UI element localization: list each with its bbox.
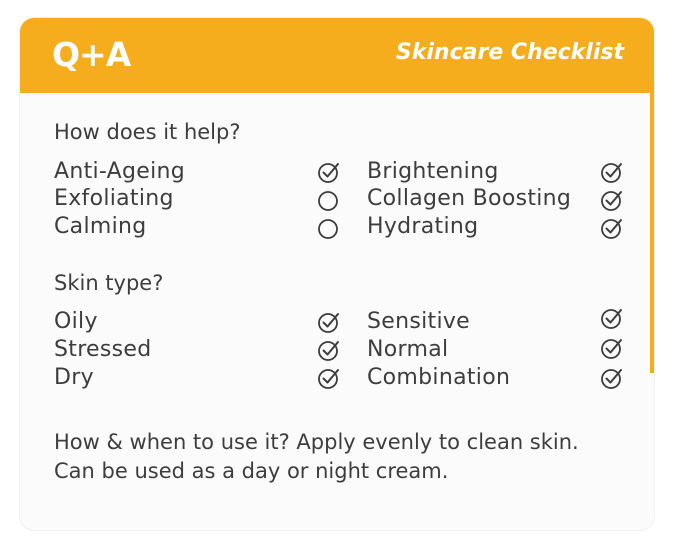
- help-question: How does it help?: [54, 120, 241, 144]
- help-item-label: Brightening: [367, 159, 499, 184]
- check-icon: [317, 310, 341, 334]
- check-icon: [317, 338, 341, 362]
- help-item-label: Anti-Ageing: [54, 159, 186, 184]
- checklist-card: [20, 18, 654, 530]
- help-item-label: Calming: [54, 214, 147, 239]
- empty-circle-icon: [317, 188, 341, 212]
- brand-logo: Q+A: [52, 35, 131, 74]
- skin-item-label: Combination: [367, 365, 511, 390]
- card-title: Skincare Checklist: [395, 40, 624, 65]
- skin-item-label: Stressed: [54, 337, 152, 362]
- empty-circle-icon: [317, 216, 341, 240]
- check-icon: [600, 160, 624, 184]
- help-item-label: Collagen Boosting: [367, 186, 572, 211]
- skin-item-label: Sensitive: [367, 309, 471, 334]
- help-item-label: Hydrating: [367, 214, 479, 239]
- check-icon: [600, 336, 624, 360]
- card-header: [20, 18, 654, 93]
- skin-item-label: Oily: [54, 309, 98, 334]
- skin-item-label: Dry: [54, 365, 94, 390]
- help-item-label: Exfoliating: [54, 186, 174, 211]
- check-icon: [317, 160, 341, 184]
- accent-edge: [650, 93, 654, 373]
- check-icon: [317, 366, 341, 390]
- check-icon: [600, 216, 624, 240]
- skin-item-label: Normal: [367, 337, 449, 362]
- skin-question: Skin type?: [54, 271, 164, 295]
- check-icon: [600, 306, 624, 330]
- check-icon: [600, 366, 624, 390]
- usage-instructions: How & when to use it? Apply evenly to clean skin. Can be used as a day or night cream.: [54, 430, 579, 483]
- check-icon: [600, 188, 624, 212]
